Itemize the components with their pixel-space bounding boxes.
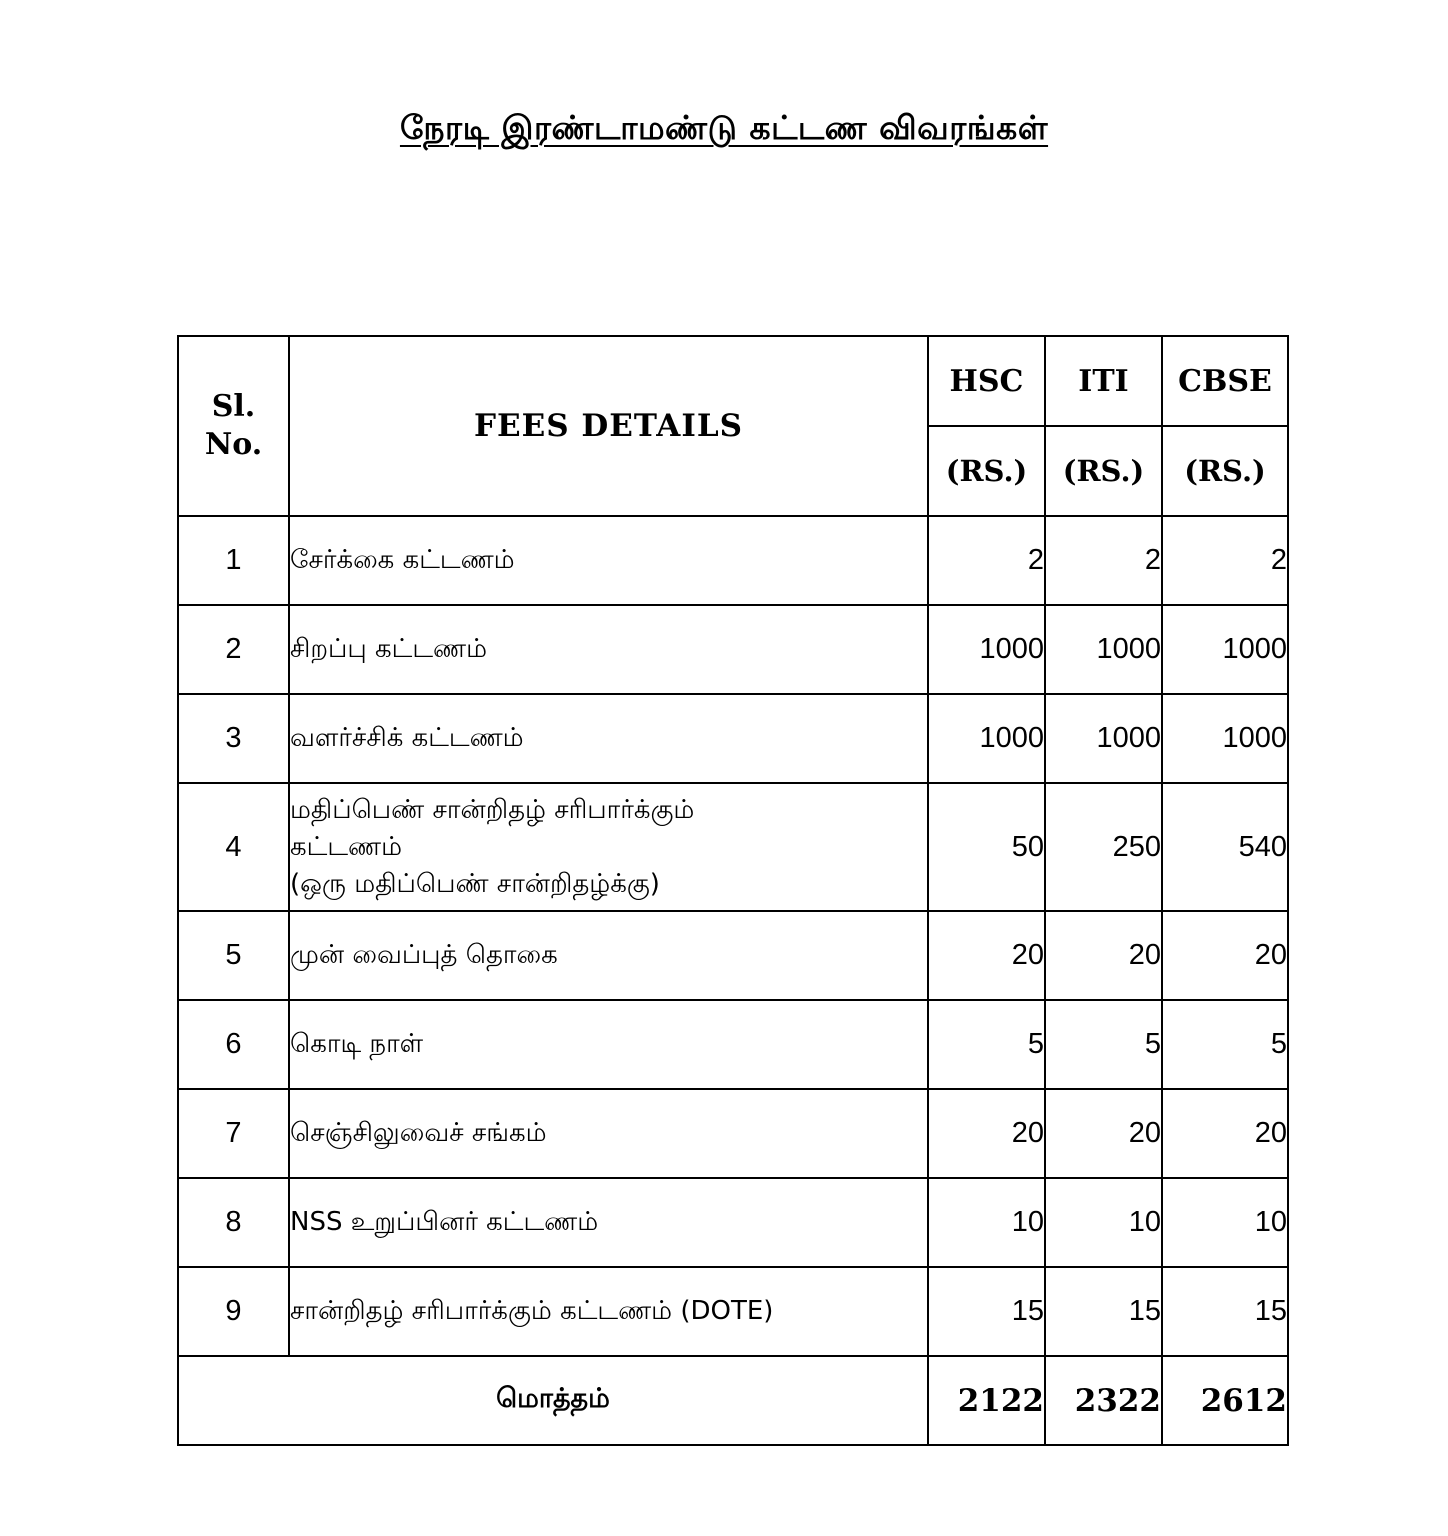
hsc-fee-cell: 1000 (928, 694, 1045, 783)
sl-no-cell: 3 (178, 694, 289, 783)
hsc-fee-cell: 2 (928, 516, 1045, 605)
sl-no-header-line1: Sl. (211, 389, 256, 424)
sl-no-cell: 1 (178, 516, 289, 605)
cbse-fee-cell: 1000 (1162, 694, 1288, 783)
table-row (178, 605, 1288, 694)
fee-description-line: மதிப்பெண் சான்றிதழ் சரிபார்க்கும் (290, 794, 695, 825)
iti-fee-cell: 1000 (1045, 694, 1162, 783)
cbse-fee-cell: 5 (1162, 1000, 1288, 1089)
table-row (178, 694, 1288, 783)
iti-fee-cell: 20 (1045, 911, 1162, 1000)
fees-table-body (178, 516, 1288, 1356)
iti-fee-cell: 5 (1045, 1000, 1162, 1089)
total-row (178, 1356, 1288, 1445)
hsc-unit-header: (RS.) (928, 426, 1045, 516)
fee-description-cell (289, 694, 928, 783)
table-row (178, 911, 1288, 1000)
fees-table-header (178, 336, 1288, 516)
fee-description-line: கொடி நாள் (290, 1029, 424, 1059)
fee-description-line: சான்றிதழ் சரிபார்க்கும் கட்டணம் (DOTE) (290, 1296, 774, 1326)
iti-header: ITI (1045, 336, 1162, 426)
iti-fee-cell: 1000 (1045, 605, 1162, 694)
cbse-fee-cell: 20 (1162, 911, 1288, 1000)
total-cbse: 2612 (1162, 1356, 1288, 1445)
cbse-fee-cell: 20 (1162, 1089, 1288, 1178)
fee-description-line: முன் வைப்புத் தொகை (290, 940, 558, 970)
iti-fee-cell: 10 (1045, 1178, 1162, 1267)
fee-description-cell (289, 1000, 928, 1089)
sl-no-cell: 2 (178, 605, 289, 694)
fee-description-cell (289, 605, 928, 694)
iti-fee-cell: 2 (1045, 516, 1162, 605)
hsc-fee-cell: 5 (928, 1000, 1045, 1089)
hsc-fee-cell: 50 (928, 783, 1045, 911)
fee-description-line: செஞ்சிலுவைச் சங்கம் (290, 1118, 547, 1148)
fee-description-line: (ஒரு மதிப்பெண் சான்றிதழ்க்கு) (290, 868, 660, 899)
total-hsc: 2122 (928, 1356, 1045, 1445)
sl-no-cell: 9 (178, 1267, 289, 1356)
fees-details-header: FEES DETAILS (289, 336, 928, 516)
hsc-fee-cell: 10 (928, 1178, 1045, 1267)
cbse-fee-cell: 1000 (1162, 605, 1288, 694)
fee-description-cell (289, 1089, 928, 1178)
fee-description-line: சிறப்பு கட்டணம் (290, 634, 488, 664)
hsc-header: HSC (928, 336, 1045, 426)
fee-description-cell (289, 516, 928, 605)
sl-no-cell: 8 (178, 1178, 289, 1267)
total-iti: 2322 (1045, 1356, 1162, 1445)
sl-no-cell: 7 (178, 1089, 289, 1178)
hsc-fee-cell: 1000 (928, 605, 1045, 694)
sl-no-header (178, 336, 289, 516)
fee-description-line: சேர்க்கை கட்டணம் (290, 545, 515, 575)
cbse-unit-header: (RS.) (1162, 426, 1288, 516)
sl-no-cell: 5 (178, 911, 289, 1000)
hsc-fee-cell: 20 (928, 1089, 1045, 1178)
fee-description-cell (289, 1178, 928, 1267)
iti-fee-cell: 250 (1045, 783, 1162, 911)
fee-description-line: NSS உறுப்பினர் கட்டணம் (290, 1207, 599, 1237)
hsc-fee-cell: 20 (928, 911, 1045, 1000)
sl-no-header-line2: No. (204, 427, 263, 462)
cbse-fee-cell: 540 (1162, 783, 1288, 911)
fees-table (177, 335, 1289, 1446)
cbse-header: CBSE (1162, 336, 1288, 426)
table-row (178, 516, 1288, 605)
page-title: நேரடி இரண்டாமண்டு கட்டண விவரங்கள் (399, 108, 1049, 147)
cbse-fee-cell: 15 (1162, 1267, 1288, 1356)
sl-no-cell: 4 (178, 783, 289, 911)
fee-description-cell (289, 783, 928, 911)
hsc-fee-cell: 15 (928, 1267, 1045, 1356)
table-row (178, 1267, 1288, 1356)
table-row (178, 1000, 1288, 1089)
iti-fee-cell: 20 (1045, 1089, 1162, 1178)
sl-no-cell: 6 (178, 1000, 289, 1089)
cbse-fee-cell: 10 (1162, 1178, 1288, 1267)
table-row (178, 1089, 1288, 1178)
iti-unit-header: (RS.) (1045, 426, 1162, 516)
fee-description-cell (289, 911, 928, 1000)
total-label: மொத்தம் (178, 1356, 928, 1445)
table-row (178, 783, 1288, 911)
fee-description-line: வளர்ச்சிக் கட்டணம் (290, 723, 524, 753)
fee-description-cell (289, 1267, 928, 1356)
iti-fee-cell: 15 (1045, 1267, 1162, 1356)
cbse-fee-cell: 2 (1162, 516, 1288, 605)
table-row (178, 1178, 1288, 1267)
fee-description-line: கட்டணம் (290, 831, 403, 862)
